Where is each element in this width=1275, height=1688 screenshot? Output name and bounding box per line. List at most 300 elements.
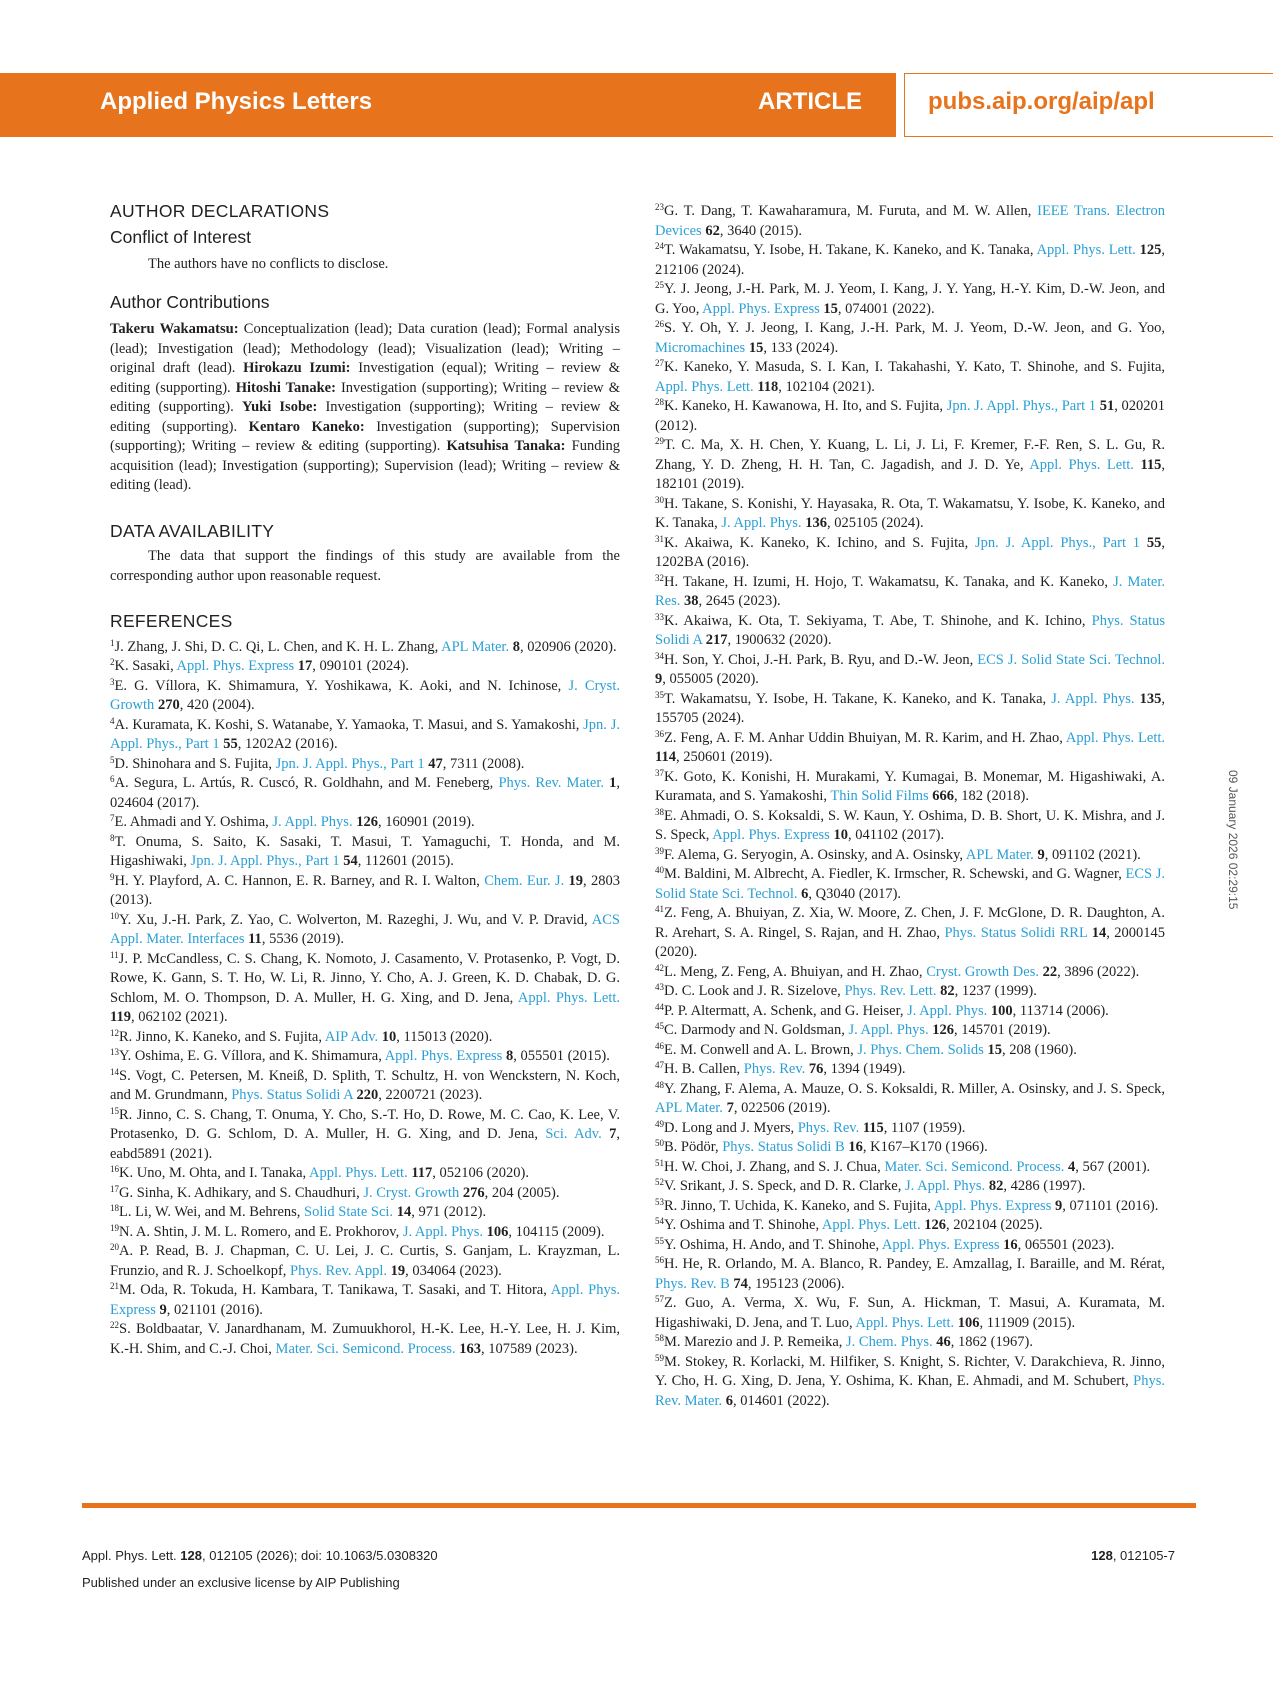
reference-volume: 106 [486,1223,509,1240]
reference-volume: 163 [459,1340,481,1357]
reference-item [655,1041,1165,1061]
reference-authors: K. Sasaki, [114,658,177,674]
reference-authors: Y. Zhang, F. Alema, A. Mauze, O. S. Koksaldi, R. Miller, A. Osinsky, and J. S. Speck, [664,1080,1165,1097]
reference-volume: 666 [932,788,955,804]
reference-volume: 9 [159,1301,167,1318]
reference-number: 26 [655,319,664,329]
reference-volume: 115 [862,1119,884,1136]
reference-journal-link[interactable]: Chem. Eur. J. [484,872,565,889]
reference-item [655,397,1165,436]
reference-number: 15 [110,1105,119,1116]
reference-volume: 51 [1099,398,1115,414]
reference-journal-link[interactable]: Appl. Phys. Express [176,658,295,674]
contributor-name: Hirokazu Izumi: [243,360,351,376]
reference-item [110,677,620,716]
reference-pages-year: , 182101 (2019). [655,456,1166,492]
reference-item [655,1255,1165,1294]
reference-item [110,833,620,872]
reference-item [110,1164,620,1184]
reference-volume: 55 [223,736,238,752]
reference-journal-link[interactable]: Appl. Phys. Lett. [517,989,620,1006]
reference-authors: Y. Oshima, H. Ando, and T. Shinohe, [664,1236,882,1253]
reference-item [655,319,1165,358]
reference-pages-year: , 250601 (2019). [675,749,773,765]
reference-pages-year: , 052106 (2020). [432,1165,529,1181]
reference-item [655,1353,1165,1412]
contributor-roles: Investigation (equal); Writing – review & editing (supporting). [110,360,621,396]
reference-item [110,1242,620,1281]
reference-pages-year: , 204 (2005). [484,1184,560,1201]
reference-volume: 47 [428,755,443,772]
reference-authors: E. M. Conwell and A. L. Brown, [664,1041,858,1058]
reference-journal-link[interactable]: Appl. Phys. Express [702,300,820,317]
reference-item [655,1236,1165,1256]
reference-item [110,1067,620,1106]
reference-number: 2 [110,657,115,667]
reference-journal-link[interactable]: J. Cryst. Growth [110,677,620,713]
reference-volume: 136 [805,515,827,531]
reference-number: 54 [655,1216,664,1226]
reference-pages-year: , 420 (2004). [179,697,255,713]
reference-number: 44 [655,1001,664,1012]
reference-pages-year: , 1900632 (2020). [727,632,832,648]
reference-journal-link[interactable]: Phys. Rev. Appl. [290,1262,387,1279]
reference-journal-link[interactable]: Phys. Status Solidi RRL [944,924,1088,941]
reference-pages-year: , 025105 (2024). [826,515,924,531]
reference-authors: J. Zhang, J. Shi, D. C. Qi, L. Chen, and K. H. L. Zhang, [114,638,442,655]
reference-volume: 15 [987,1041,1002,1058]
reference-journal-link[interactable]: Appl. Phys. Lett. [821,1217,921,1233]
reference-authors: E. Ahmadi and Y. Oshima, [114,814,273,830]
reference-volume: 82 [988,1178,1004,1194]
reference-pages-year: , 021101 (2016). [166,1301,263,1318]
reference-journal-link[interactable]: Appl. Phys. Express [384,1048,503,1064]
journal-url-link[interactable]: pubs.aip.org/aip/apl [928,88,1155,115]
reference-number: 4 [110,715,115,726]
reference-item [655,1197,1165,1217]
reference-number: 19 [110,1222,119,1233]
reference-journal-link[interactable]: Jpn. J. Appl. Phys., Part 1 [946,398,1097,414]
reference-number: 48 [655,1079,664,1090]
reference-volume: 15 [823,300,838,317]
reference-authors: Z. Feng, A. F. M. Anhar Uddin Bhuiyan, M. R. Karim, and H. Zhao, [664,729,1066,746]
reference-journal-link[interactable]: Phys. Rev. B [655,1275,730,1292]
reference-item [655,1119,1165,1139]
reference-journal-link[interactable]: Jpn. J. Appl. Phys., Part 1 [190,853,340,869]
reference-number: 20 [110,1242,119,1252]
reference-volume: 15 [748,339,764,356]
reference-item [110,657,620,677]
reference-authors: Z. Guo, A. Verma, X. Wu, F. Sun, A. Hickman, T. Masui, A. Kuramata, M. Higashiwaki, D. Jena, and T. Luo, [655,1295,1165,1331]
reference-pages-year: , 062102 (2021). [130,1009,228,1025]
reference-pages-year: , 065501 (2023). [1017,1236,1115,1253]
reference-number: 59 [655,1352,664,1363]
reference-number: 27 [655,358,664,368]
reference-journal-link[interactable]: J. Appl. Phys. [907,1002,988,1019]
reference-item [655,241,1165,280]
reference-number: 22 [110,1320,119,1330]
reference-journal-link[interactable]: J. Appl. Phys. [848,1022,929,1038]
reference-journal-link[interactable]: Solid State Sci. [304,1204,394,1220]
reference-number: 14 [110,1066,119,1077]
reference-authors: H. W. Choi, J. Zhang, and S. J. Chua, [664,1158,885,1175]
contributor-roles: Investigation (supporting); Writing – review & editing (supporting). [110,379,620,415]
reference-pages-year: , 7311 (2008). [442,755,525,772]
reference-journal-link[interactable]: Appl. Phys. Express [712,827,830,843]
reference-pages-year: , 160901 (2019). [377,814,475,830]
reference-volume: 114 [655,749,676,765]
reference-pages-year: , 022506 (2019). [733,1100,831,1116]
reference-pages-year: , 2000145 (2020). [655,924,1166,960]
reference-journal-link[interactable]: J. Phys. Chem. Solids [857,1041,984,1058]
reference-volume: 119 [110,1009,131,1025]
reference-journal-link[interactable]: Phys. Rev. Mater. [655,1373,1165,1409]
reference-journal-link[interactable]: J. Appl. Phys. [1051,690,1135,707]
reference-journal-link[interactable]: APL Mater. [441,638,510,655]
reference-authors: E. G. Víllora, K. Shimamura, Y. Yoshikawa, K. Aoki, and N. Ichinose, [114,677,569,694]
reference-item [655,1294,1165,1333]
reference-item [655,358,1165,397]
reference-volume: 9 [1054,1197,1063,1214]
reference-pages-year: , 145701 (2019). [954,1022,1051,1038]
reference-authors: Y. Oshima and T. Shinohe, [664,1217,822,1233]
right-column [655,202,1165,1411]
reference-item [110,716,620,755]
reference-pages-year: , K167–K170 (1966). [862,1139,988,1155]
reference-authors: M. Baldini, M. Albrecht, A. Fiedler, K. Irmscher, R. Schewski, and G. Wagner, [664,866,1126,882]
reference-number: 46 [655,1040,664,1051]
reference-journal-link[interactable]: ECS J. Solid State Sci. Technol. [977,651,1165,668]
reference-pages-year: , 1862 (1967). [950,1334,1033,1350]
reference-pages-year: , 133 (2024). [763,339,839,356]
reference-authors: L. Meng, Z. Feng, A. Bhuiyan, and H. Zhao, [664,963,927,980]
reference-number: 17 [110,1183,119,1194]
reference-number: 32 [655,572,664,583]
reference-item [655,651,1165,690]
reference-item [655,1177,1165,1197]
reference-volume: 4 [1067,1158,1076,1175]
reference-item [655,280,1165,319]
reference-volume: 106 [957,1314,980,1331]
footer-page-volume: 128 [1091,1548,1113,1563]
reference-volume: 6 [801,885,809,902]
reference-authors: A. Kuramata, K. Koshi, S. Watanabe, Y. Yamaoka, T. Masui, and S. Yamakoshi, [114,716,584,733]
reference-volume: 74 [733,1275,748,1292]
reference-journal-link[interactable]: Appl. Phys. Lett. [1036,242,1136,258]
reference-journal-link[interactable]: J. Mater. Res. [655,573,1166,609]
reference-authors: R. Jinno, C. S. Chang, T. Onuma, Y. Cho, S.-T. Ho, D. Rowe, M. C. Cao, K. Lee, V. Protasenko, D. G. Schlom, D. A. Muller, H. G. Xing, and D. Jena, [110,1106,620,1142]
reference-item [655,534,1165,573]
reference-pages-year: , 090101 (2024). [312,658,409,674]
reference-volume: 11 [248,931,262,947]
reference-item [655,1158,1165,1178]
reference-authors: D. C. Look and J. R. Sizelove, [664,983,845,999]
reference-pages-year: , Q3040 (2017). [808,885,902,902]
reference-pages-year: , 024604 (2017). [110,775,621,811]
reference-journal-link[interactable]: Appl. Phys. Lett. [655,378,754,395]
reference-pages-year: , 155705 (2024). [655,690,1165,726]
article-type-label: ARTICLE [758,88,862,115]
reference-pages-year: , 971 (2012). [411,1204,487,1220]
references-list-left [110,638,620,1360]
reference-authors: C. Darmody and N. Goldsman, [664,1022,849,1038]
data-availability-heading: DATA AVAILABILITY [110,520,275,541]
reference-volume: 19 [390,1262,406,1279]
reference-authors: G. T. Dang, T. Kawaharamura, M. Furuta, and M. W. Allen, [664,203,1038,219]
reference-journal-link[interactable]: Micromachines [655,339,746,356]
reference-journal-link[interactable]: Appl. Phys. Lett. [309,1165,408,1181]
reference-item [110,638,620,658]
reference-pages-year: , 102104 (2021). [778,378,875,395]
reference-number: 57 [655,1294,664,1304]
reference-pages-year: , 195123 (2006). [747,1275,845,1292]
reference-authors: G. Sinha, K. Adhikary, and S. Chaudhuri, [119,1184,364,1201]
reference-item [655,963,1165,983]
reference-number: 10 [110,910,119,921]
reference-volume: 270 [157,697,180,713]
reference-item [110,1281,620,1320]
reference-pages-year: , 1237 (1999). [954,983,1037,999]
reference-pages-year: , 4286 (1997). [1003,1178,1086,1194]
reference-number: 40 [655,865,664,875]
footer-page-id: , 012105-7 [1112,1548,1175,1563]
reference-authors: T. Wakamatsu, Y. Isobe, H. Takane, K. Kaneko, and K. Tanaka, [664,242,1037,258]
reference-item [655,768,1165,807]
reference-volume: 220 [356,1087,379,1103]
reference-journal-link[interactable]: Phys. Status Solidi A [655,612,1165,648]
reference-journal-link[interactable]: Appl. Phys. Express [110,1282,620,1318]
reference-authors: H. Y. Playford, A. C. Hannon, E. R. Barney, and R. I. Walton, [114,872,485,889]
reference-volume: 46 [936,1334,951,1350]
reference-item [655,1002,1165,1022]
reference-number: 23 [655,202,664,212]
reference-pages-year: , 182 (2018). [954,788,1029,804]
reference-number: 31 [655,533,664,544]
reference-pages-year: , 020201 (2012). [655,398,1166,434]
reference-pages-year: , 112601 (2015). [357,853,454,869]
reference-volume: 16 [848,1139,863,1155]
reference-item [655,436,1165,495]
reference-journal-link[interactable]: Jpn. J. Appl. Phys., Part 1 [275,755,425,772]
reference-item [655,1021,1165,1041]
reference-volume: 7 [609,1126,617,1142]
reference-volume: 76 [808,1061,824,1077]
reference-item [655,729,1165,768]
reference-pages-year: , 014601 (2022). [733,1392,830,1409]
reference-number: 39 [655,845,664,856]
reference-authors: V. Srikant, J. S. Speck, and D. R. Clarke, [664,1178,905,1194]
reference-item [110,1047,620,1067]
reference-volume: 14 [1091,924,1107,941]
reference-number: 43 [655,982,664,992]
reference-volume: 17 [297,658,313,674]
reference-authors: R. Jinno, T. Uchida, K. Kaneko, and S. Fujita, [664,1197,934,1214]
reference-pages-year: , 091102 (2021). [1044,846,1141,863]
reference-item [655,202,1165,241]
reference-journal-link[interactable]: APL Mater. [965,846,1034,863]
reference-journal-link[interactable]: J. Appl. Phys. [272,814,353,830]
reference-item [655,1080,1165,1119]
author-declarations-heading: AUTHOR DECLARATIONS [110,201,330,221]
reference-number: 9 [110,871,115,882]
reference-item [110,1028,620,1048]
reference-volume: 16 [1003,1236,1018,1253]
reference-volume: 19 [568,872,584,889]
reference-journal-link[interactable]: APL Mater. [655,1100,723,1116]
reference-authors: K. Uno, M. Ohta, and I. Tanaka, [119,1165,310,1181]
reference-authors: K. Kaneko, H. Kawanowa, H. Ito, and S. Fujita, [664,398,947,414]
reference-volume: 38 [684,593,699,609]
reference-number: 37 [655,767,664,778]
reference-volume: 6 [725,1392,733,1409]
reference-journal-link[interactable]: Appl. Phys. Lett. [1065,729,1165,746]
reference-authors: E. Ahmadi, O. S. Koksaldi, S. W. Kaun, Y. Oshima, D. B. Short, U. K. Mishra, and J. S. Speck, [655,807,1165,843]
reference-journal-link[interactable]: Appl. Phys. Lett. [1029,456,1134,473]
reference-number: 50 [655,1138,664,1148]
reference-number: 5 [110,754,115,765]
reference-number: 35 [655,689,664,700]
reference-journal-link[interactable]: J. Appl. Phys. [905,1178,986,1194]
reference-item [655,865,1165,904]
reference-authors: M. Stokey, R. Korlacki, M. Hilfiker, S. Knight, S. Richter, V. Darakchieva, R. Jinno, Y. Cho, H. G. Xing, D. Jena, Y. Oshima, K. Khan, E. Ahmadi, and M. Schubert, [655,1353,1165,1389]
reference-journal-link[interactable]: J. Cryst. Growth [363,1184,460,1201]
reference-volume: 125 [1139,242,1162,258]
footer-citation-journal: Appl. Phys. Lett. [82,1548,181,1563]
reference-pages-year: , 071101 (2016). [1062,1197,1159,1214]
reference-number: 45 [655,1021,664,1031]
references-list-right [655,202,1165,1411]
reference-journal-link[interactable]: Thin Solid Films [830,788,929,804]
reference-number: 47 [655,1060,664,1070]
reference-number: 16 [110,1164,119,1174]
reference-volume: 126 [924,1217,946,1233]
reference-item [110,872,620,911]
reference-journal-link[interactable]: IEEE Trans. Electron Devices [655,203,1165,239]
reference-authors: K. Kaneko, Y. Masuda, S. I. Kan, I. Takahashi, Y. Kato, T. Shinohe, and S. Fujita, [664,359,1165,375]
reference-pages-year: , 1107 (1959). [883,1119,966,1136]
reference-journal-link[interactable]: Appl. Phys. Lett. [855,1314,955,1331]
reference-item [655,1060,1165,1080]
contributor-name: Kentaro Kaneko: [248,418,365,435]
reference-journal-link[interactable]: Appl. Phys. Express [881,1236,1000,1253]
reference-item [110,774,620,813]
reference-volume: 10 [381,1028,397,1045]
contributor-name: Katsuhisa Tanaka: [446,438,566,454]
reference-number: 6 [110,774,115,784]
reference-pages-year: , 107589 (2023). [480,1340,578,1357]
reference-item [655,690,1165,729]
reference-journal-link[interactable]: Phys. Rev. [797,1119,860,1136]
reference-pages-year: , 3896 (2022). [1057,963,1140,980]
footer-citation-volume: 128 [180,1548,202,1563]
reference-authors: R. Jinno, K. Kaneko, and S. Fujita, [119,1028,325,1045]
reference-journal-link[interactable]: Mater. Sci. Semicond. Process. [884,1158,1065,1175]
reference-number: 58 [655,1333,664,1343]
reference-item [655,1333,1165,1353]
reference-journal-link[interactable]: Phys. Rev. [743,1061,806,1077]
reference-authors: M. Oda, R. Tokuda, H. Kambara, T. Tanikawa, T. Sasaki, and T. Hitora, [119,1282,551,1298]
reference-number: 53 [655,1196,664,1207]
reference-number: 30 [655,494,664,505]
contributor-name: Takeru Wakamatsu: [110,321,239,337]
reference-volume: 55 [1146,534,1162,551]
reference-journal-link[interactable]: AIP Adv. [324,1028,379,1045]
reference-authors: Y. Oshima, E. G. Víllora, and K. Shimamura, [119,1048,385,1064]
reference-number: 21 [110,1281,119,1291]
reference-volume: 10 [833,827,848,843]
reference-authors: T. Onuma, S. Saito, K. Sasaki, T. Masui, T. Yamaguchi, T. Honda, and M. Higashiwaki, [110,833,620,869]
reference-pages-year: , 074001 (2022). [837,300,935,317]
reference-volume: 126 [932,1022,955,1038]
reference-authors: H. B. Callen, [664,1061,744,1077]
reference-number: 24 [655,241,664,251]
reference-journal-link[interactable]: ACS Appl. Mater. Interfaces [110,911,620,947]
reference-volume: 217 [705,632,728,648]
reference-number: 55 [655,1235,664,1246]
reference-authors: K. Akaiwa, K. Ota, T. Sekiyama, T. Abe, T. Shinohe, and K. Ichino, [664,612,1092,629]
reference-item [655,1216,1165,1236]
reference-pages-year: , 041102 (2017). [847,827,945,843]
reference-journal-link[interactable]: Phys. Status Solidi A [231,1087,353,1103]
reference-journal-link[interactable]: Phys. Status Solidi B [722,1139,845,1155]
reference-journal-link[interactable]: Phys. Rev. Mater. [498,775,605,791]
download-timestamp-text: 09 January 2026 02:29:15 [1226,770,1240,910]
footer-page-number [1091,1548,1175,1563]
reference-journal-link[interactable]: Appl. Phys. Express [933,1197,1052,1214]
reference-number: 56 [655,1255,664,1265]
reference-authors: Y. J. Jeong, J.-H. Park, M. J. Yeom, I. Kang, J. Y. Yang, H.-Y. Kim, D.-W. Jeon, and G. Yoo, [655,281,1165,317]
contributor-roles: Funding acquisition (lead); Investigation (supporting); Supervision (lead); Writing – review & editing (lead). [110,438,620,493]
reference-number: 13 [110,1047,119,1057]
reference-authors: P. P. Altermatt, A. Schenk, and G. Heiser, [664,1002,908,1019]
reference-journal-link[interactable]: ECS J. Solid State Sci. Technol. [655,866,1165,902]
reference-volume: 276 [462,1184,485,1201]
reference-volume: 118 [757,378,779,395]
reference-number: 38 [655,806,664,817]
reference-pages-year: , 2645 (2023). [698,593,781,609]
reference-pages-year: , 020906 (2020). [519,638,617,655]
reference-journal-link[interactable]: J. Appl. Phys. [721,515,802,531]
reference-journal-link[interactable]: Sci. Adv. [545,1126,602,1142]
reference-pages-year: , 055501 (2015). [513,1048,610,1064]
reference-authors: H. He, R. Orlando, M. A. Blanco, R. Pandey, E. Amzallag, I. Baraille, and M. Rérat, [664,1256,1165,1272]
reference-authors: L. Li, W. Wei, and M. Behrens, [119,1204,305,1220]
reference-journal-link[interactable]: Phys. Rev. Lett. [844,983,937,999]
footer-citation [82,1548,438,1563]
reference-journal-link[interactable]: Jpn. J. Appl. Phys., Part 1 [110,716,620,752]
reference-authors: H. Son, Y. Choi, J.-H. Park, B. Ryu, and D.-W. Jeon, [664,651,978,668]
reference-pages-year: , 104115 (2009). [508,1223,605,1240]
reference-volume: 115 [1140,456,1162,473]
reference-volume: 7 [726,1100,734,1116]
reference-journal-link[interactable]: Jpn. J. Appl. Phys., Part 1 [975,534,1141,551]
reference-number: 51 [655,1157,664,1168]
reference-number: 28 [655,397,664,407]
reference-item [655,982,1165,1002]
reference-item [110,1320,620,1359]
reference-item [110,1106,620,1165]
author-contributions-heading: Author Contributions [110,291,270,312]
reference-pages-year: , 113714 (2006). [1012,1002,1109,1019]
reference-item [655,904,1165,963]
footer-citation-doi: , 012105 (2026); doi: 10.1063/5.0308320 [201,1548,438,1563]
reference-journal-link[interactable]: J. Appl. Phys. [402,1223,484,1240]
reference-journal-link[interactable]: J. Chem. Phys. [846,1334,933,1350]
reference-volume: 9 [1037,846,1045,863]
reference-volume: 117 [411,1165,433,1181]
reference-journal-link[interactable]: Mater. Sci. Semicond. Process. [275,1340,456,1357]
reference-journal-link[interactable]: Cryst. Growth Des. [926,963,1039,980]
